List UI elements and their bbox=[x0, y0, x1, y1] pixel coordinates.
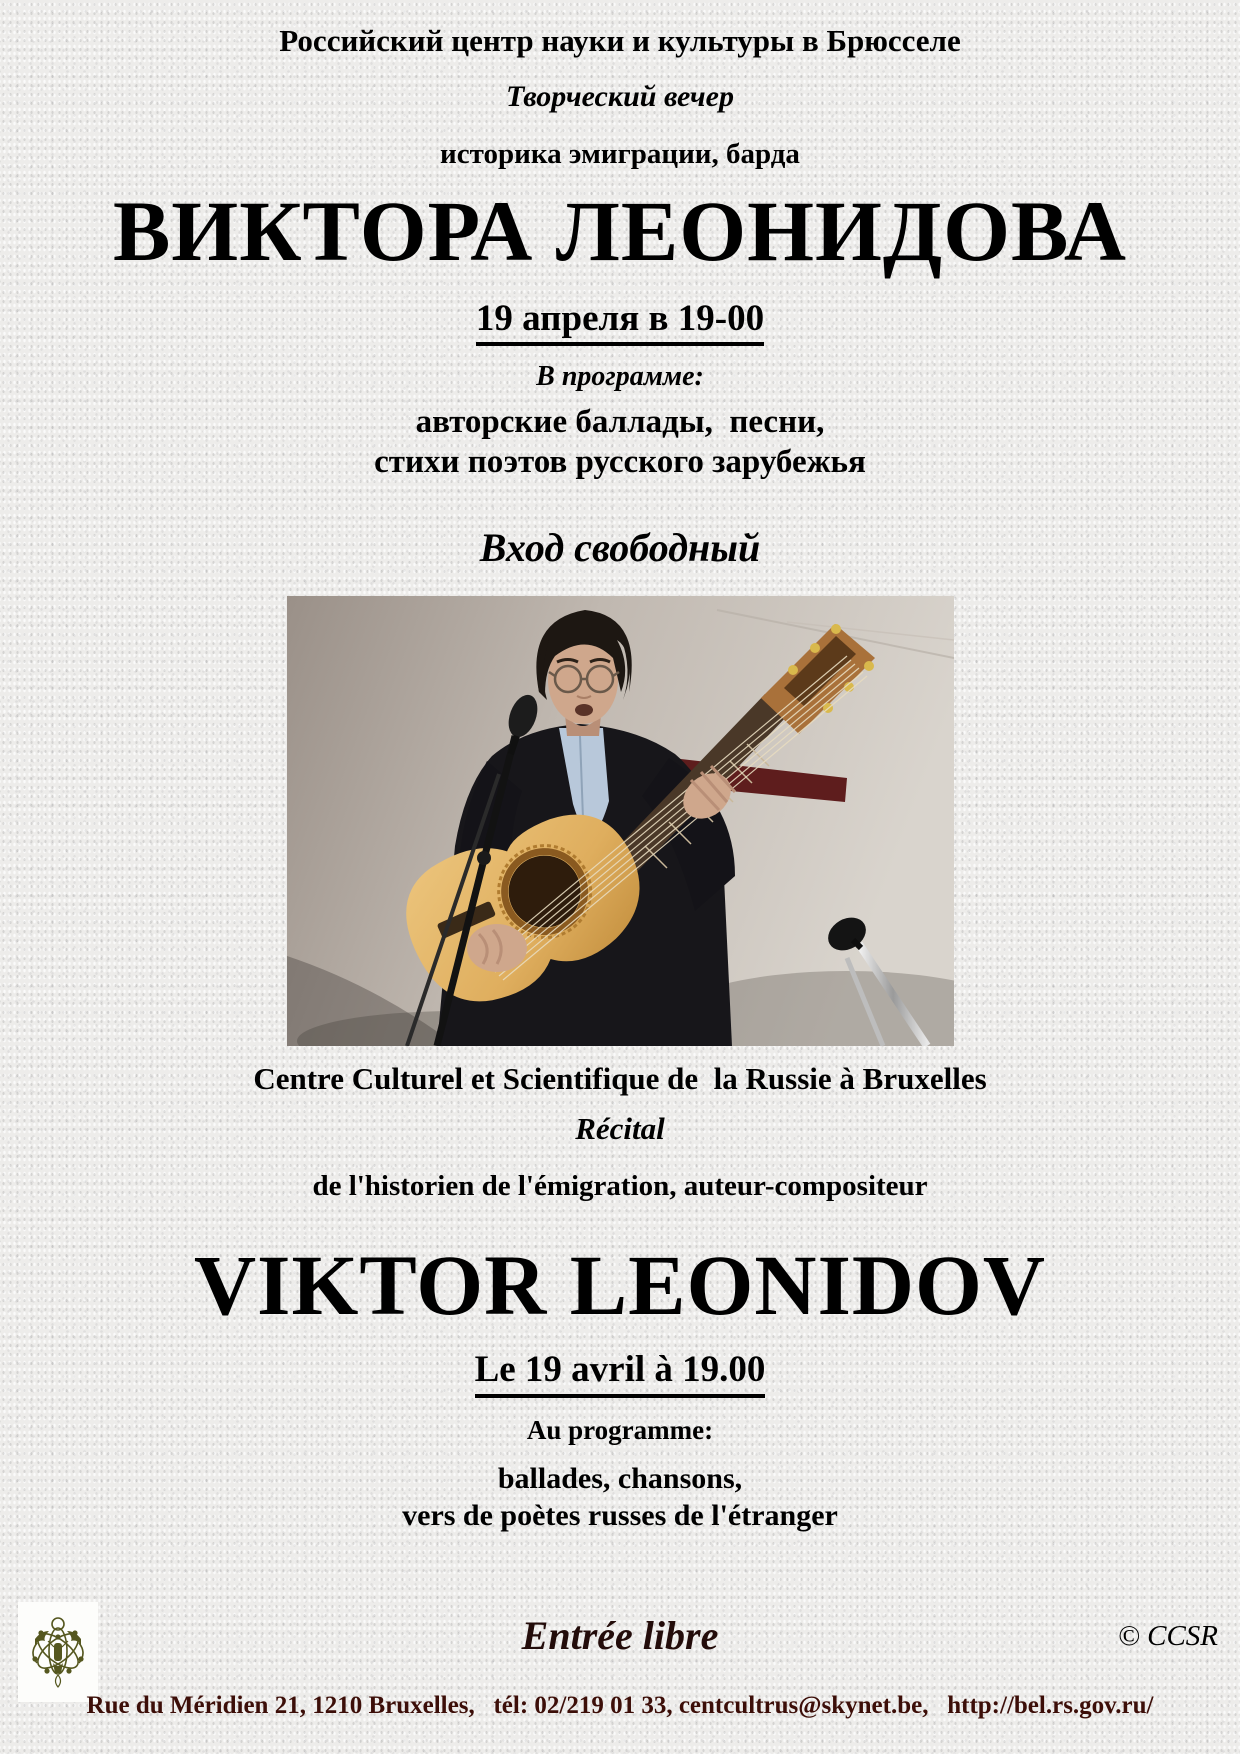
event-datetime-ru: 19 апреля в 19-00 bbox=[0, 297, 1240, 346]
performer-name-fr: VIKTOR LEONIDOV bbox=[193, 1236, 1047, 1333]
program-label-fr: Au programme: bbox=[526, 1414, 714, 1445]
performer-name-ru: ВИКТОРА ЛЕОНИДОВА bbox=[112, 182, 1128, 279]
event-type-ru: Творческий вечер bbox=[506, 80, 734, 114]
performer-description-fr: de l'historien de l'émigration, auteur-compositeur bbox=[312, 1169, 928, 1202]
program-line1-ru: авторские баллады, песни, bbox=[415, 403, 825, 440]
program-line1-fr: ballades, chansons, bbox=[497, 1462, 743, 1496]
admission-fr: Entrée libre bbox=[521, 1613, 719, 1658]
program-line2-ru: стихи поэтов русского зарубежья bbox=[374, 444, 866, 481]
mouth bbox=[575, 704, 593, 716]
performer-description-ru: историка эмиграции, барда bbox=[440, 138, 800, 171]
program-label-ru: В программе: bbox=[536, 361, 704, 393]
contact-footer: Rue du Méridien 21, 1210 Bruxelles, tél: 02/219 01 33, centcultrus@skynet.be, http://bel.rs.gov.ru/ bbox=[86, 1692, 1154, 1719]
org-name-fr: Centre Culturel et Scientifique de la Russie à Bruxelles bbox=[253, 1061, 987, 1097]
org-name-ru: Российский центр науки и культуры в Брюсселе bbox=[279, 23, 961, 58]
event-datetime-fr: Le 19 avril à 19.00 bbox=[0, 1348, 1240, 1397]
strumming-hand bbox=[467, 924, 527, 972]
performer-photo bbox=[287, 596, 954, 1046]
admission-ru: Вход свободный bbox=[479, 525, 761, 571]
program-line2-fr: vers de poètes russes de l'étranger bbox=[402, 1499, 838, 1533]
copyright-notice: © CCSR bbox=[1117, 1620, 1218, 1652]
event-type-fr: Récital bbox=[575, 1110, 665, 1146]
